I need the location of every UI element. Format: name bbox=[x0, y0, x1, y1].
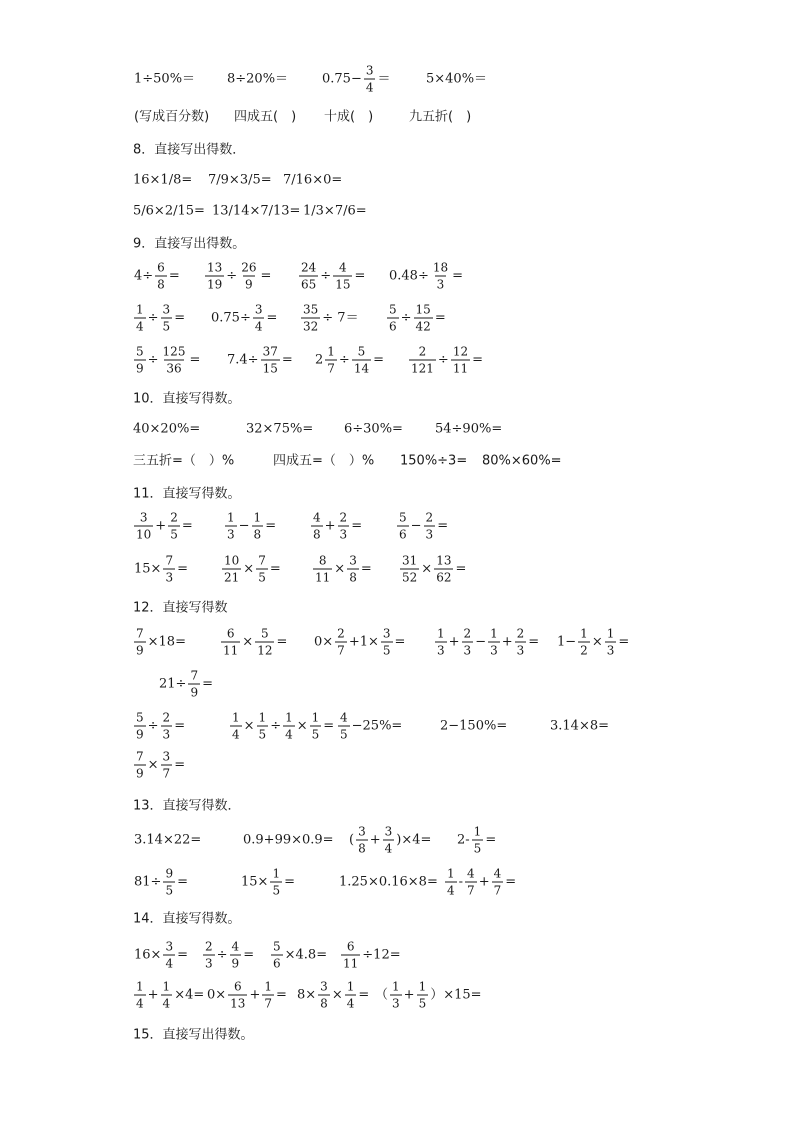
fraction: 1 4 bbox=[447, 866, 455, 898]
fraction: $\frac{2}{5}$ bbox=[170, 510, 178, 542]
expr: $\frac{5}{6}$ ÷ $\frac{15}{42}$ = bbox=[389, 302, 446, 334]
fraction: $\frac{7}{9}$ bbox=[190, 668, 199, 700]
fraction: $\frac{6}{11}$ bbox=[223, 626, 239, 658]
expr: 四成五=（ ）% bbox=[273, 453, 375, 469]
fraction: $\frac{35}{32}$ bbox=[303, 302, 319, 334]
expr: 15× $\frac{1}{5}$ = bbox=[241, 866, 295, 898]
expr: 4÷ $\frac{6}{8}$ = bbox=[134, 260, 180, 292]
expr: 40×20%= bbox=[133, 421, 201, 437]
fraction: $\frac{1}{2}$ bbox=[580, 626, 588, 658]
fraction: $\frac{1}{7}$ bbox=[264, 979, 272, 1011]
fraction: $\frac{1}{4}$ bbox=[136, 302, 144, 334]
expr: $\frac{10}{21}$ × $\frac{7}{5}$ = bbox=[224, 553, 281, 585]
fraction: 1 3 bbox=[392, 979, 400, 1011]
heading-q15: 15．直接写出得数。 bbox=[133, 1027, 254, 1043]
expr: 32×75%= bbox=[246, 421, 314, 437]
heading-q8: 8．直接写出得数． bbox=[133, 142, 246, 158]
fraction: $\frac{5}{14}$ bbox=[353, 344, 370, 376]
fraction: $\frac{15}{42}$ bbox=[415, 302, 431, 334]
fraction: $\frac{5}{9}$ bbox=[136, 344, 144, 376]
fraction: $\frac{2}{3}$ bbox=[339, 510, 348, 542]
expr: 7/16×0= bbox=[283, 172, 343, 188]
fraction: $\frac{3}{4}$ bbox=[365, 63, 374, 95]
expr: 九五折( ) bbox=[409, 109, 472, 125]
fraction: $\frac{8}{11}$ bbox=[315, 553, 331, 585]
fraction: 1 3 bbox=[227, 510, 235, 542]
fraction: 4 5 bbox=[340, 710, 348, 742]
expr: 1.25×0.16×8= bbox=[339, 874, 438, 890]
expr: ( 3 8 + $\frac{3}{4}$ )×4= bbox=[349, 824, 432, 856]
heading-q9: 9．直接写出得数。 bbox=[133, 236, 246, 252]
expr: $\frac{6}{11}$ ÷12= bbox=[343, 939, 401, 971]
expr: 1÷50%＝ bbox=[134, 71, 196, 87]
fraction: $\frac{26}{9}$ bbox=[241, 260, 257, 292]
expr: 2 $\frac{1}{7}$ ÷ $\frac{5}{14}$ = bbox=[315, 344, 385, 376]
expr: 0× $\frac{2}{7}$ +1× $\frac{3}{5}$ = bbox=[314, 626, 406, 658]
fraction: $\frac{7}{9}$ bbox=[136, 749, 144, 781]
fraction: $\frac{18}{3}$ bbox=[432, 260, 449, 292]
fraction: $\frac{1}{7}$ bbox=[327, 344, 335, 376]
fraction: $\frac{7}{3}$ bbox=[165, 553, 174, 585]
expr: 7/9×3/5= bbox=[208, 172, 272, 188]
fraction: $\frac{1}{4}$ bbox=[162, 979, 171, 1011]
expr: $\frac{5}{9}$ ÷ $\frac{125}{36}$ = bbox=[136, 344, 201, 376]
expr: 16×1/8= bbox=[133, 172, 193, 188]
heading-q14: 14．直接写得数。 bbox=[133, 911, 241, 927]
fraction: $\frac{2}{121}$ bbox=[411, 344, 434, 376]
fraction: 3 8 bbox=[358, 824, 366, 856]
heading-q13: 13．直接写得数． bbox=[133, 798, 241, 814]
expr: 4 5 −25%= bbox=[340, 710, 403, 742]
heading-q11: 11．直接写得数。 bbox=[133, 486, 241, 502]
fraction: $\frac{3}{4}$ bbox=[254, 302, 263, 334]
fraction: $\frac{7}{5}$ bbox=[258, 553, 266, 585]
fraction: $\frac{3}{4}$ bbox=[384, 824, 393, 856]
fraction: $\frac{12}{11}$ bbox=[452, 344, 469, 376]
fraction: 4 7 bbox=[467, 866, 475, 898]
fraction: 3 10 bbox=[136, 510, 152, 542]
expr: $\frac{1}{4}$ ÷ $\frac{3}{5}$ = bbox=[136, 302, 186, 334]
expr: 1 4 - 4 7 + $\frac{4}{7}$ = bbox=[447, 866, 517, 898]
expr: 3.14×22= bbox=[134, 832, 202, 848]
expr: 0.75÷ $\frac{3}{4}$ = bbox=[211, 302, 278, 334]
expr: 5×40%＝ bbox=[426, 71, 488, 87]
fraction: $\frac{2}{3}$ bbox=[162, 710, 171, 742]
fraction: $\frac{1}{3}$ bbox=[606, 626, 615, 658]
expr: $\frac{6}{11}$ × $\frac{5}{12}$ = bbox=[223, 626, 288, 658]
expr: $\frac{7}{9}$ × $\frac{3}{7}$ = bbox=[136, 749, 186, 781]
fraction: $\frac{6}{8}$ bbox=[157, 260, 165, 292]
expr: 81÷ $\frac{9}{5}$ = bbox=[134, 866, 188, 898]
expr: 16× $\frac{3}{4}$ = bbox=[134, 939, 188, 971]
expr: $\frac{35}{32}$ ÷ 7＝ bbox=[303, 302, 359, 334]
expr: 2- $\frac{1}{5}$ = bbox=[457, 824, 497, 856]
fraction: $\frac{5}{6}$ bbox=[389, 302, 397, 334]
fraction: $\frac{6}{13}$ bbox=[230, 979, 246, 1011]
fraction: $\frac{125}{36}$ bbox=[162, 344, 186, 376]
fraction: 1 4 bbox=[136, 979, 144, 1011]
expr: （ 1 3 + $\frac{1}{5}$ ）×15= bbox=[375, 979, 482, 1011]
expr: 0.75− $\frac{3}{4}$ ＝ bbox=[322, 63, 391, 95]
fraction: $\frac{4}{15}$ bbox=[335, 260, 351, 292]
fraction: $\frac{4}{9}$ bbox=[231, 939, 240, 971]
expr: 1 3 − $\frac{1}{8}$ = bbox=[227, 510, 277, 542]
fraction: 4 8 bbox=[313, 510, 321, 542]
expr: 十成( ) bbox=[324, 109, 374, 125]
fraction: $\frac{13}{62}$ bbox=[436, 553, 452, 585]
expr: 1/3×7/6= bbox=[303, 203, 367, 219]
fraction: $\frac{2}{3}$ bbox=[425, 510, 434, 542]
expr: $\frac{13}{19}$ ÷ $\frac{26}{9}$ = bbox=[207, 260, 272, 292]
fraction: $\frac{2}{3}$ bbox=[463, 626, 472, 658]
fraction: $\frac{5}{12}$ bbox=[257, 626, 273, 658]
expr: 2−150%= bbox=[440, 718, 508, 734]
expr: 1 3 + $\frac{2}{3}$ − $\frac{1}{3}$ + $\frac{2}{3}$ = bbox=[437, 626, 540, 658]
expr: 13/14×7/13= bbox=[212, 203, 301, 219]
expr: 54÷90%= bbox=[435, 421, 503, 437]
expr: 7.4÷ $\frac{37}{15}$ = bbox=[227, 344, 293, 376]
expr: 8÷20%＝ bbox=[227, 71, 289, 87]
fraction: $\frac{1}{3}$ bbox=[490, 626, 498, 658]
fraction: $\frac{1}{4}$ bbox=[285, 710, 293, 742]
expr: 150%÷3= bbox=[400, 453, 468, 469]
fraction: $\frac{9}{5}$ bbox=[165, 866, 174, 898]
expr: 1− $\frac{1}{2}$ × $\frac{1}{3}$ = bbox=[557, 626, 630, 658]
expr: 1 4 + $\frac{1}{4}$ ×4= bbox=[136, 979, 205, 1011]
fraction: $\frac{3}{5}$ bbox=[382, 626, 391, 658]
fraction: $\frac{1}{5}$ bbox=[311, 710, 320, 742]
fraction: $\frac{31}{52}$ bbox=[402, 553, 418, 585]
fraction: $\frac{6}{11}$ bbox=[343, 939, 359, 971]
fraction: $\frac{4}{7}$ bbox=[493, 866, 502, 898]
fraction: $\frac{1}{4}$ bbox=[346, 979, 355, 1011]
fraction: $\frac{7}{9}$ bbox=[136, 626, 144, 658]
expr: $\frac{31}{52}$ × $\frac{13}{62}$ = bbox=[402, 553, 467, 585]
fraction: $\frac{10}{21}$ bbox=[224, 553, 240, 585]
fraction: $\frac{24}{65}$ bbox=[301, 260, 317, 292]
expr: 15× $\frac{7}{3}$ = bbox=[134, 553, 188, 585]
expr: $\frac{5}{9}$ ÷ $\frac{2}{3}$ = bbox=[136, 710, 186, 742]
fraction: $\frac{1}{8}$ bbox=[253, 510, 262, 542]
fraction: $\frac{1}{5}$ bbox=[272, 866, 281, 898]
fraction: $\frac{1}{5}$ bbox=[258, 710, 267, 742]
expr: $\frac{2}{121}$ ÷ $\frac{12}{11}$ = bbox=[411, 344, 483, 376]
expr: $\frac{2}{3}$ ÷ $\frac{4}{9}$ = bbox=[205, 939, 255, 971]
fraction: $\frac{1}{4}$ bbox=[232, 710, 240, 742]
expr: 四成五( ) bbox=[234, 109, 297, 125]
fraction: $\frac{3}{7}$ bbox=[162, 749, 171, 781]
expr: 0.9+99×0.9= bbox=[243, 832, 334, 848]
expr: (写成百分数) bbox=[134, 109, 210, 125]
expr: $\frac{5}{6}$ ×4.8= bbox=[273, 939, 328, 971]
expr: 0× $\frac{6}{13}$ + $\frac{1}{7}$ = bbox=[207, 979, 287, 1011]
fraction: $\frac{3}{8}$ bbox=[349, 553, 357, 585]
expr: 0.48÷ $\frac{18}{3}$ = bbox=[389, 260, 464, 292]
expr: 4 8 + $\frac{2}{3}$ = bbox=[313, 510, 363, 542]
expr: 三五折=（ ）% bbox=[133, 453, 235, 469]
fraction: $\frac{5}{9}$ bbox=[136, 710, 144, 742]
fraction: $\frac{2}{3}$ bbox=[516, 626, 525, 658]
expr: 3 10 + $\frac{2}{5}$ = bbox=[136, 510, 193, 542]
fraction: 1 3 bbox=[437, 626, 445, 658]
expr: 6÷30%= bbox=[344, 421, 403, 437]
fraction: $\frac{3}{8}$ bbox=[320, 979, 328, 1011]
fraction: $\frac{5}{6}$ bbox=[273, 939, 281, 971]
fraction: $\frac{37}{15}$ bbox=[262, 344, 278, 376]
expr: 3.14×8= bbox=[550, 718, 610, 734]
expr: 5/6×2/15= bbox=[133, 203, 205, 219]
fraction: $\frac{1}{5}$ bbox=[473, 824, 482, 856]
expr: $\frac{8}{11}$ × $\frac{3}{8}$ = bbox=[315, 553, 372, 585]
fraction: $\frac{13}{19}$ bbox=[207, 260, 223, 292]
expr: $\frac{7}{9}$ ×18= bbox=[136, 626, 186, 658]
expr: 21÷ $\frac{7}{9}$ = bbox=[159, 668, 213, 700]
expr: 80%×60%= bbox=[482, 453, 562, 469]
fraction: $\frac{2}{3}$ bbox=[205, 939, 213, 971]
expr: $\frac{24}{65}$ ÷ $\frac{4}{15}$ = bbox=[301, 260, 366, 292]
expr: 5 6 − $\frac{2}{3}$ = bbox=[399, 510, 449, 542]
fraction: $\frac{1}{5}$ bbox=[418, 979, 427, 1011]
expr: $\frac{1}{4}$ × $\frac{1}{5}$ ÷ $\frac{1}{4}$ × $\frac{1}{5}$ = bbox=[232, 710, 335, 742]
fraction: 5 6 bbox=[399, 510, 407, 542]
fraction: $\frac{2}{7}$ bbox=[337, 626, 345, 658]
heading-q10: 10．直接写得数。 bbox=[133, 391, 241, 407]
heading-q12: 12．直接写得数 bbox=[133, 600, 228, 616]
expr: 8× $\frac{3}{8}$ × $\frac{1}{4}$ = bbox=[297, 979, 370, 1011]
fraction: $\frac{3}{5}$ bbox=[162, 302, 171, 334]
fraction: $\frac{3}{4}$ bbox=[165, 939, 174, 971]
